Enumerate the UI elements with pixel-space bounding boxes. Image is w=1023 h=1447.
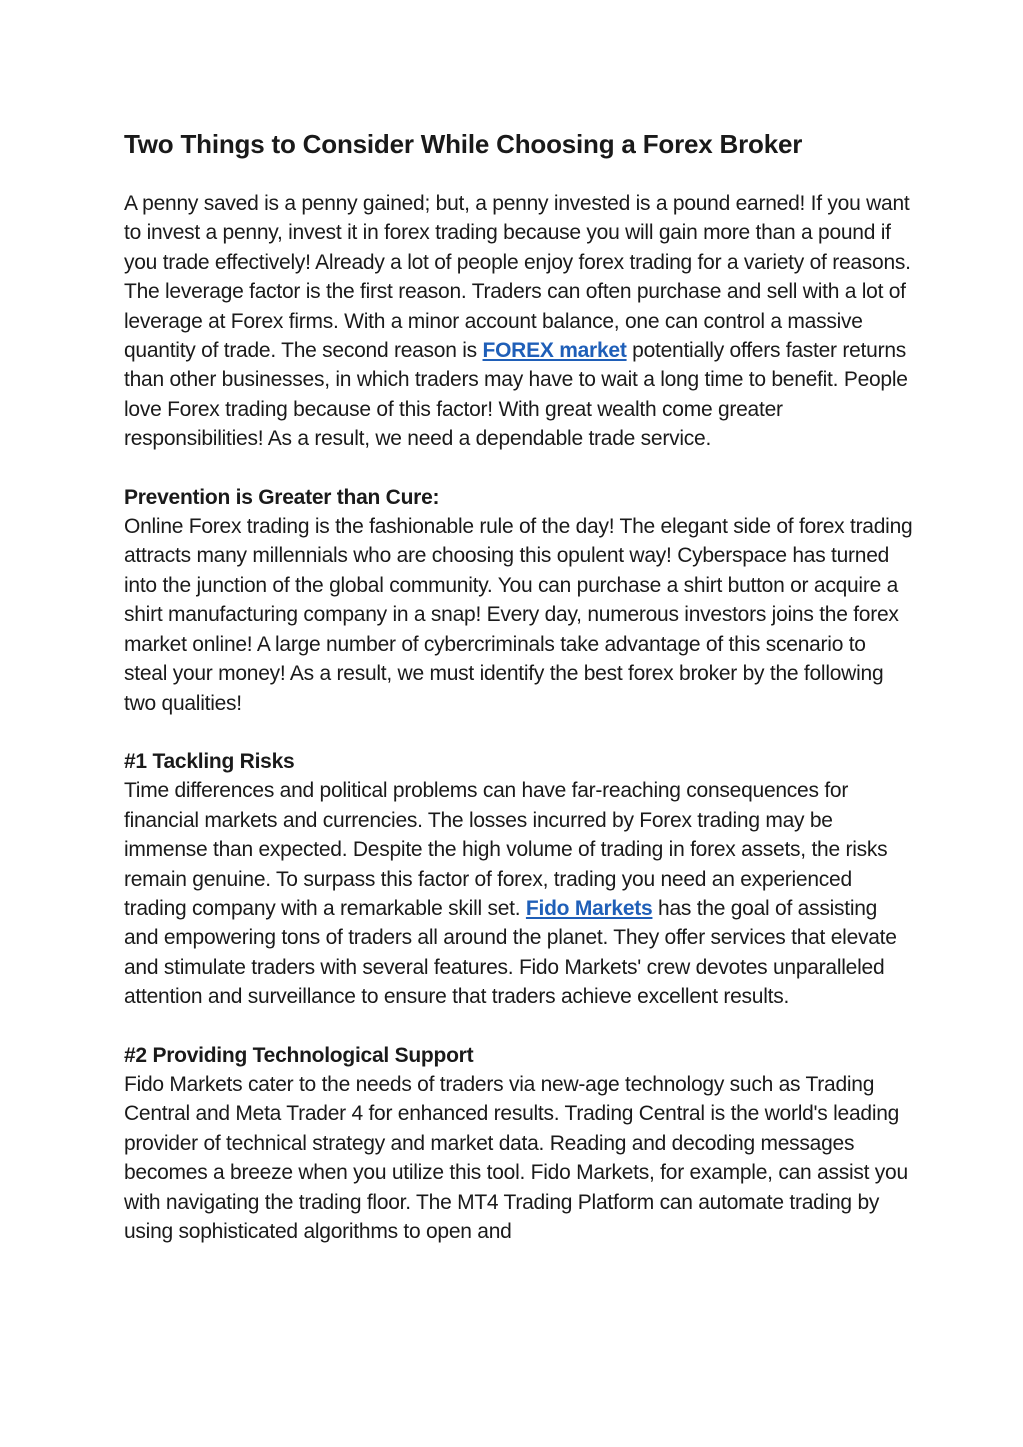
risks-text-after-link: has the goal of assisting and empowering tons of traders all around the planet. They offer services that elevate and stimulate traders with several features. Fido Markets' crew devotes unparalleled attention and surveillance to ensure that traders achieve excellent results.	[124, 896, 897, 1009]
forex-market-link[interactable]: FOREX market	[482, 339, 627, 363]
paragraph-spacer	[124, 454, 914, 483]
section-body-tackling-risks	[124, 776, 914, 1011]
section-body-tech-support: Fido Markets cater to the needs of traders via new-age technology such as Trading Central and Meta Trader 4 for enhanced results. Trading Central is the world's leading provider of technical strategy and market data. Reading and decoding messages becomes a breeze when you utilize this tool. Fido Markets, for example, can assist you with navigating the trading floor. The MT4 Trading Platform can automate trading by using sophisticated algorithms to open and	[124, 1072, 908, 1243]
section-heading-prevention: Prevention is Greater than Cure:	[124, 485, 440, 509]
paragraph-spacer	[124, 718, 914, 747]
intro-text-before-link: A penny saved is a penny gained; but, a penny invested is a pound earned! If you want to invest a penny, invest it in forex trading because you will gain more than a pound if you trade effectively! Already a lot of people enjoy forex trading for a variety of reasons. The leverage factor is the first reason. Traders can often purchase and sell with a lot of leverage at Forex firms. With a minor account balance, one can control a massive quantity of trade. The second reason is	[124, 192, 911, 363]
section-heading-tech-support: #2 Providing Technological Support	[124, 1043, 474, 1067]
risks-text-before-link: Time differences and political problems can have far-reaching consequences for financial markets and currencies. The losses incurred by Forex trading may be immense than expected. Despite the high volume of trading in forex assets, the risks remain genuine. To surpass this factor of forex, trading you need an experienced trading company with a remarkable skill set.	[124, 779, 888, 920]
paragraph-spacer	[124, 1012, 914, 1041]
document-title: Two Things to Consider While Choosing a Forex Broker	[124, 129, 803, 159]
document-page	[124, 126, 914, 1246]
intro-paragraph	[124, 189, 914, 454]
section-body-prevention: Online Forex trading is the fashionable rule of the day! The elegant side of forex trading attracts many millennials who are choosing this opulent way! Cyberspace has turned into the junction of the global community. You can purchase a shirt button or acquire a shirt manufacturing company in a snap! Every day, numerous investors joins the forex market online! A large number of cybercriminals take advantage of this scenario to steal your money! As a result, we must identify the best forex broker by the following two qualities!	[124, 515, 913, 715]
intro-text-after-link: potentially offers faster returns than other businesses, in which traders may have to wait a long time to benefit. People love Forex trading because of this factor! With great wealth come greater responsibilities! As a result, we need a dependable trade service.	[124, 339, 908, 451]
fido-markets-link[interactable]: Fido Markets	[525, 896, 653, 920]
section-heading-tackling-risks: #1 Tackling Risks	[124, 749, 295, 773]
